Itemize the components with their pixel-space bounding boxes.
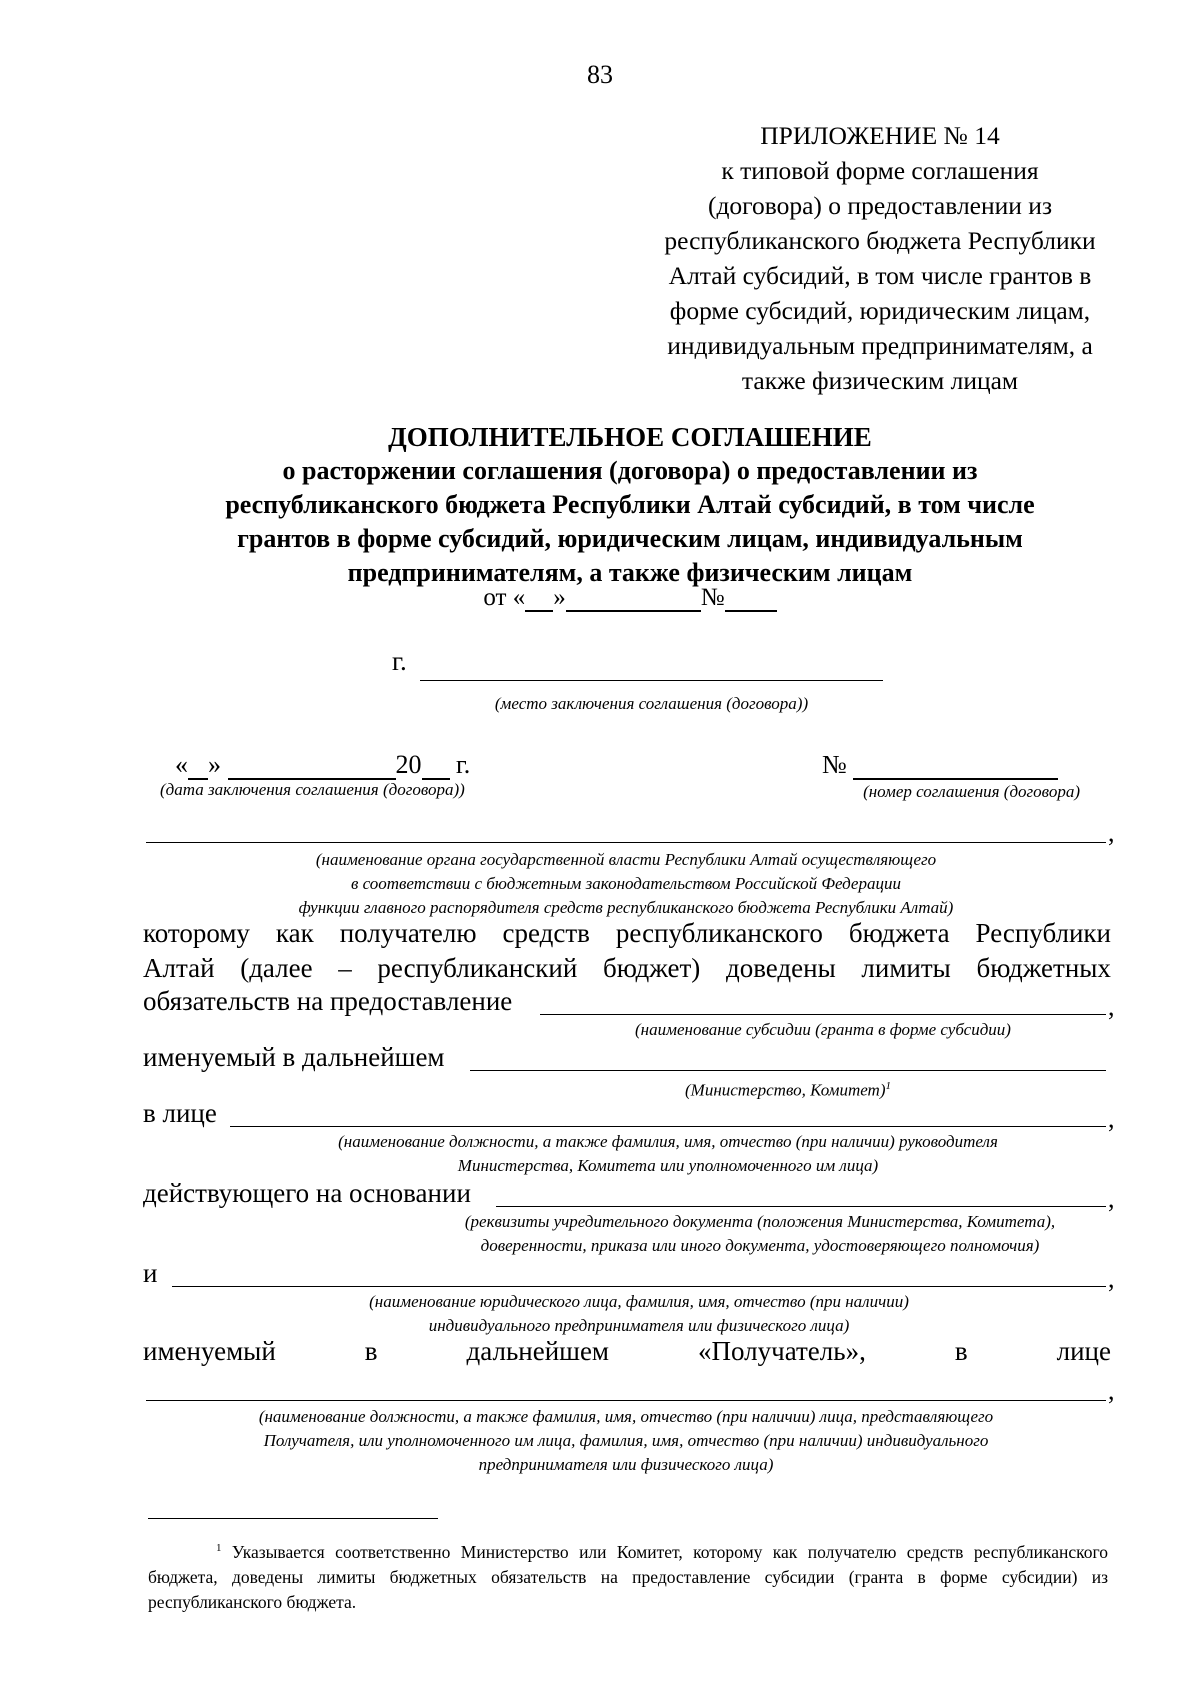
page-number: 83 [587, 60, 613, 89]
in-person-caption-line: Министерства, Комитета или уполномоченного им лица) [457, 1156, 879, 1175]
agreement-number-caption: (номер соглашения (договора) [863, 782, 1080, 801]
footnote [148, 1536, 1108, 1615]
in-person-prefix: в лице [143, 1098, 217, 1128]
word: бюджет) [602, 953, 701, 983]
from-prefix: от « [483, 584, 526, 611]
place-caption: (место заключения соглашения (договора)) [494, 694, 809, 713]
subsidy-prefix: обязательств на предоставление [143, 986, 513, 1016]
word: Алтай [143, 953, 215, 983]
recipient-caption [146, 1405, 1106, 1477]
recipient-line [143, 1336, 1111, 1367]
from-mid: » [553, 584, 566, 611]
date-year-blank[interactable] [422, 754, 450, 780]
word: республиканский [377, 953, 578, 983]
organ-comma: , [1108, 818, 1115, 847]
basis-blank[interactable] [496, 1206, 1106, 1207]
in-person-caption [230, 1130, 1106, 1178]
recipient-blank[interactable] [146, 1400, 1106, 1401]
agreement-number-sign: № [822, 750, 847, 779]
basis-caption-line: доверенности, приказа или иного документа, удостоверяющего полномочия) [480, 1236, 1040, 1255]
title-line: грантов в форме субсидий, юридическим лицам, индивидуальным [237, 524, 1023, 553]
body-line-2 [143, 953, 1111, 984]
ministry-footnote-mark: 1 [885, 1080, 891, 1092]
word: дальнейшем [466, 1336, 610, 1366]
word: Республики [975, 918, 1111, 948]
and-caption-line: индивидуального предпринимателя или физического лица) [428, 1316, 850, 1335]
and-caption-line: (наименование юридического лица, фамилия, имя, отчество (при наличии) [369, 1292, 909, 1311]
appendix-line: Алтай субсидий, в том числе грантов в [668, 261, 1092, 290]
basis-caption [380, 1210, 1140, 1258]
appendix-block [630, 118, 1130, 398]
word: республиканского [615, 918, 823, 948]
word: которому [143, 918, 250, 948]
and-blank[interactable] [172, 1286, 1106, 1287]
date-month-blank[interactable] [228, 754, 396, 780]
word: средств [502, 918, 590, 948]
organ-caption-line: функции главного распорядителя средств республиканского бюджета Республики Алтай) [298, 898, 954, 917]
day-blank[interactable] [525, 586, 553, 612]
and-prefix: и [143, 1258, 158, 1288]
title-main: ДОПОЛНИТЕЛЬНОЕ СОГЛАШЕНИЕ [388, 422, 872, 452]
in-person-caption-line: (наименование должности, а также фамилия, имя, отчество (при наличии) руководителя [338, 1132, 998, 1151]
word: «Получатель», [698, 1336, 866, 1366]
in-person-comma: , [1108, 1104, 1115, 1133]
named-blank[interactable] [470, 1070, 1106, 1071]
organ-caption [146, 848, 1106, 920]
word: как [275, 918, 314, 948]
recipient-caption-line: (наименование должности, а также фамилия, имя, отчество (при наличии) лица, представляющего [258, 1407, 994, 1426]
title-line: республиканского бюджета Республики Алтай субсидий, в том числе [225, 490, 1035, 519]
word: в [954, 1336, 968, 1366]
ministry-caption-wrap [470, 1074, 1106, 1103]
basis-caption-line: (реквизиты учредительного документа (положения Министерства, Комитета), [464, 1212, 1056, 1231]
appendix-heading: ПРИЛОЖЕНИЕ № 14 [760, 121, 1000, 150]
word: получателю [339, 918, 477, 948]
basis-prefix: действующего на основании [143, 1178, 471, 1208]
word: лимиты [861, 953, 951, 983]
appendix-line: форме субсидий, юридическим лицам, [669, 296, 1091, 325]
date-close-quote: » [208, 750, 221, 779]
named-prefix: именуемый в дальнейшем [143, 1042, 445, 1072]
footnote-separator [148, 1518, 438, 1519]
city-prefix: г. [392, 646, 407, 676]
organ-blank[interactable] [146, 842, 1106, 843]
word: (далее [240, 953, 313, 983]
title-line: предпринимателям, а также физическим лицам [347, 558, 913, 587]
appendix-line: также физическим лицам [741, 366, 1019, 395]
recipient-caption-line: Получателя, или уполномоченного им лица, фамилия, имя, отчество (при наличии) индивидуального [263, 1431, 989, 1450]
agreement-number-line [822, 750, 1058, 780]
word: бюджета [848, 918, 950, 948]
agreement-number-blank[interactable] [853, 754, 1058, 780]
appendix-line: республиканского бюджета Республики [664, 226, 1096, 255]
footnote-text: Указывается соответственно Министерство или Комитет, которому как получателю средств республиканского бюджета, доведены лимиты бюджетных обязательств на предоставление субсидии (гранта в форме субсидии) из республиканского бюджета. [148, 1541, 1109, 1612]
appendix-line: к типовой форме соглашения [721, 156, 1039, 185]
subsidy-comma: , [1108, 992, 1115, 1021]
word: лице [1056, 1336, 1111, 1366]
appendix-line: (договора) о предоставлении из [707, 191, 1053, 220]
and-caption [172, 1290, 1106, 1338]
word: в [364, 1336, 378, 1366]
date-caption: (дата заключения соглашения (договора)) [160, 780, 465, 799]
footnote-mark: 1 [216, 1542, 222, 1554]
date-year-suffix: г. [456, 750, 471, 779]
document-title [130, 420, 1130, 590]
subsidy-caption: (наименование субсидии (гранта в форме субсидии) [635, 1020, 1011, 1039]
organ-caption-line: (наименование органа государственной власти Республики Алтай осуществляющего [315, 850, 937, 869]
word: именуемый [143, 1336, 276, 1366]
place-blank[interactable] [420, 680, 883, 681]
ministry-caption: (Министерство, Комитет) [685, 1080, 886, 1100]
recipient-caption-line: предпринимателя или физического лица) [478, 1455, 774, 1474]
date-line [175, 750, 470, 780]
subsidy-blank[interactable] [540, 1014, 1106, 1015]
organ-caption-line: в соответствии с бюджетным законодательством Российской Федерации [351, 874, 901, 893]
title-line: о расторжении соглашения (договора) о предоставлении из [282, 456, 978, 485]
basis-comma: , [1108, 1184, 1115, 1213]
recipient-comma: , [1108, 1376, 1115, 1405]
word: – [338, 953, 352, 983]
number-sign: № [700, 584, 725, 611]
word: бюджетных [976, 953, 1111, 983]
in-person-blank[interactable] [230, 1126, 1106, 1127]
date-year: 20 [395, 750, 422, 779]
number-blank[interactable] [725, 586, 777, 612]
agreement-date-number-line [0, 584, 1200, 612]
appendix-line: индивидуальным предпринимателям, а [667, 331, 1093, 360]
month-blank[interactable] [566, 586, 701, 612]
body-line-1 [143, 918, 1111, 949]
and-comma: , [1108, 1264, 1115, 1293]
word: доведены [725, 953, 836, 983]
date-day-blank[interactable] [188, 754, 208, 780]
date-open-quote: « [175, 750, 188, 779]
